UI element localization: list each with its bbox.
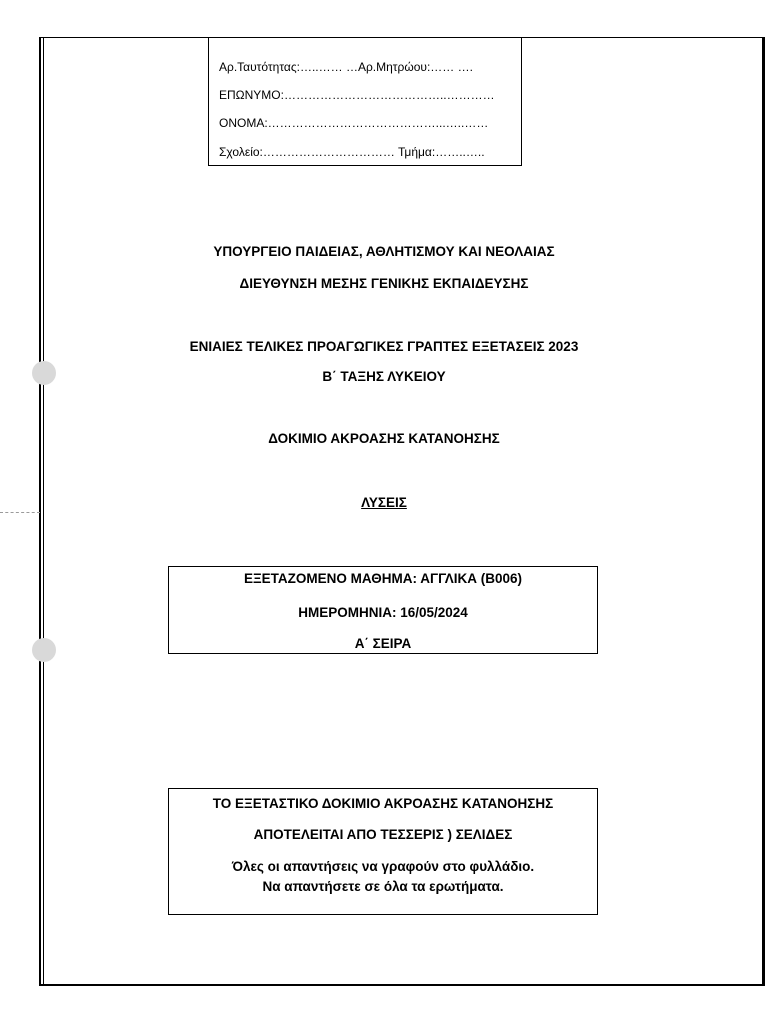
ministry-title: ΥΠΟΥΡΓΕΙΟ ΠΑΙΔΕΙΑΣ, ΑΘΛΗΤΙΣΜΟΥ ΚΑΙ ΝΕΟΛΑΙΑΣ [213, 244, 555, 259]
name-field: ΟΝΟΜΑ:……………………………………...…..…… [219, 116, 489, 130]
school-field: Σχολείο:…………………………… Τμήμα:……..….. [219, 145, 485, 159]
exam-title: ΕΝΙΑΙΕΣ ΤΕΛΙΚΕΣ ΠΡΟΑΓΩΓΙΚΕΣ ΓΡΑΠΤΕΣ ΕΞΕΤΑΣΕΙΣ 2023 [189, 339, 579, 354]
subject-box [168, 566, 598, 654]
subject-label: ΕΞΕΤΑΖΟΜΕΝΟ ΜΑΘΗΜΑ: ΑΓΓΛΙΚΑ (Β006) [243, 571, 523, 586]
grade-title: Β΄ ΤΑΞΗΣ ΛΥΚΕΙΟΥ [322, 369, 446, 384]
instructions-line-4: Να απαντήσετε σε όλα τα ερωτήματα. [262, 879, 504, 894]
instructions-line-1: ΤΟ ΕΞΕΤΑΣΤΙΚΟ ΔΟΚΙΜΙΟ ΑΚΡΟΑΣΗΣ ΚΑΤΑΝΟΗΣΗΣ [212, 796, 554, 811]
page-border-inner-line [43, 37, 44, 986]
instructions-line-3: Όλες οι απαντήσεις να γραφούν στο φυλλάδιο. [231, 859, 535, 874]
fold-guide-line [0, 512, 40, 513]
exam-date: ΗΜΕΡΟΜΗΝΙΑ: 16/05/2024 [298, 605, 468, 620]
solutions-title: ΛΥΣΕΙΣ [361, 495, 407, 510]
punch-hole-bottom [32, 638, 56, 662]
id-number-field: Αρ.Ταυτότητας:…..…… …Αρ.Μητρώου:…… …. [219, 60, 473, 74]
instructions-line-2: ΑΠΟΤΕΛΕΙΤΑΙ ΑΠΟ ΤΕΣΣΕΡΙΣ ) ΣΕΛΙΔΕΣ [253, 827, 513, 842]
student-info-box [208, 37, 522, 166]
exam-series: Α΄ ΣΕΙΡΑ [354, 636, 412, 651]
instructions-box [168, 788, 598, 915]
paper-title: ΔΟΚΙΜΙΟ ΑΚΡΟΑΣΗΣ ΚΑΤΑΝΟΗΣΗΣ [268, 431, 500, 446]
directorate-title: ΔΙΕΥΘΥΝΣΗ ΜΕΣΗΣ ΓΕΝΙΚΗΣ ΕΚΠΑΙΔΕΥΣΗΣ [239, 276, 529, 291]
surname-field: ΕΠΩΝΥΜΟ:…………………………………..………… [219, 88, 495, 102]
